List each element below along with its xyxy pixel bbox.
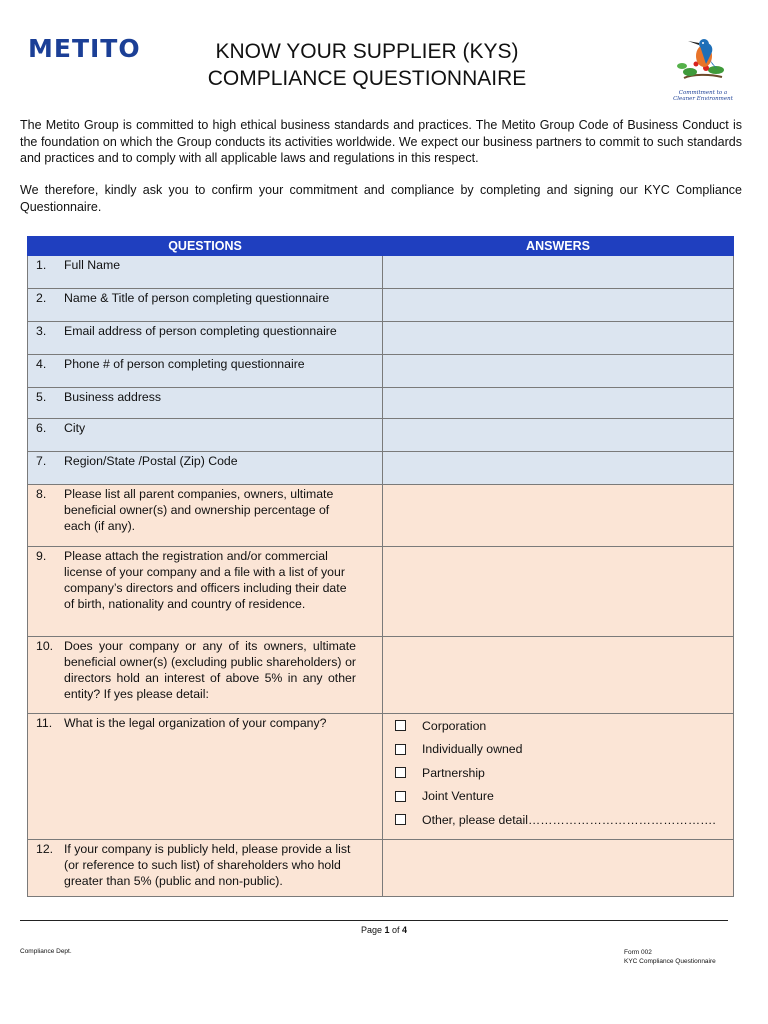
table-row [28,840,734,897]
answer-cell[interactable] [383,289,734,322]
footer-form-info [624,948,716,966]
question-number: 8. [36,487,47,501]
title-line-1: KNOW YOUR SUPPLIER (KYS) [215,40,519,63]
option-partnership[interactable] [383,761,733,785]
question-text: Name & Title of person completing questionnaire [64,291,330,305]
answer-cell[interactable] [383,840,734,897]
emblem-caption-1: Commitment to a [678,90,728,96]
option-label: Other, please detail………………………………………. [422,812,716,827]
question-text: Business address [64,390,162,404]
table-row [28,256,734,289]
question-number: 7. [36,454,47,468]
answer-cell[interactable] [383,322,734,355]
kingfisher-bird-icon [666,34,740,104]
table-row [28,547,734,637]
question-text: Full Name [64,258,121,272]
table-row [28,637,734,714]
checkbox[interactable] [395,767,406,778]
answers-header: ANSWERS [383,237,734,256]
question-number: 6. [36,421,47,435]
questionnaire-table [27,236,734,897]
question-number: 11. [36,716,53,730]
legal-organization-options [383,714,734,840]
table-row [28,289,734,322]
question-text: Please attach the registration and/or commercial license of your company and a file with a list of your company’s directors and officers including their date of birth, nationality and country of residence. [64,549,347,611]
answer-cell[interactable] [383,355,734,388]
option-label: Corporation [422,718,487,733]
intro-paragraph-1: The Metito Group is committed to high ethical business standards and practices. The Metito Group Code of Business Conduct is the foundation on which the Group conducts its activities worldwide. We expect our business partners to commit to such standards and practices and to comply with all applicable laws and regulations in this respect. [20,118,742,165]
question-text: Does your company or any of its owners, ultimate beneficial owner(s) (excluding public shareholders) or directors hold an interest of above 5% in any other entity? If yes please detail: [64,639,356,701]
question-text: What is the legal organization of your company? [64,716,327,730]
question-number: 9. [36,549,47,563]
kingfisher-emblem [666,34,740,104]
option-individually-owned[interactable] [383,738,733,762]
question-text: If your company is publicly held, please provide a list (or reference to such list) of shareholders who hold greater than 5% (public and non-public). [64,842,351,888]
emblem-caption-2: Cleaner Environment [673,96,733,102]
checkbox[interactable] [395,744,406,755]
answer-cell[interactable] [383,485,734,547]
option-label: Partnership [422,765,485,780]
question-number: 4. [36,357,47,371]
checkbox[interactable] [395,791,406,802]
footer-department: Compliance Dept. [20,948,72,955]
answer-cell[interactable] [383,419,734,452]
table-row [28,388,734,419]
question-number: 1. [36,258,47,272]
question-text: City [64,421,86,435]
answer-cell[interactable] [383,256,734,289]
option-label: Individually owned [422,742,523,757]
intro-paragraph-2: We therefore, kindly ask you to confirm your commitment and compliance by completing and signing our KYC Compliance Questionnaire. [20,183,742,214]
question-number: 3. [36,324,47,338]
title-line-2: COMPLIANCE QUESTIONNAIRE [207,67,527,90]
page-title [150,38,584,92]
question-text: Please list all parent companies, owners, ultimate beneficial owner(s) and ownership percentage of each (if any). [64,487,334,533]
option-label: Joint Venture [422,789,494,804]
option-joint-venture[interactable] [383,785,733,809]
table-row [28,485,734,547]
question-number: 5. [36,390,47,404]
checkbox[interactable] [395,720,406,731]
table-row [28,714,734,840]
question-number: 2. [36,291,47,305]
table-row [28,322,734,355]
checkbox[interactable] [395,814,406,825]
footer-divider [20,920,728,921]
table-header-row [28,237,734,256]
table-row [28,355,734,388]
questions-header: QUESTIONS [28,237,383,256]
question-number: 10. [36,639,54,653]
answer-cell[interactable] [383,388,734,419]
metito-logo: METITO [28,34,141,63]
form-name: KYC Compliance Questionnaire [624,958,716,965]
answer-cell[interactable] [383,547,734,637]
answer-cell[interactable] [383,637,734,714]
question-text: Phone # of person completing questionnaire [64,357,305,371]
table-row [28,452,734,485]
question-text: Region/State /Postal (Zip) Code [64,454,238,468]
page-number: Page 1 of 4 [360,925,408,935]
question-text: Email address of person completing questionnaire [64,324,337,338]
answer-cell[interactable] [383,452,734,485]
form-number: Form 002 [624,949,652,956]
option-corporation[interactable] [383,714,733,738]
option-other[interactable] [383,808,733,832]
question-number: 12. [36,842,54,856]
table-row [28,419,734,452]
